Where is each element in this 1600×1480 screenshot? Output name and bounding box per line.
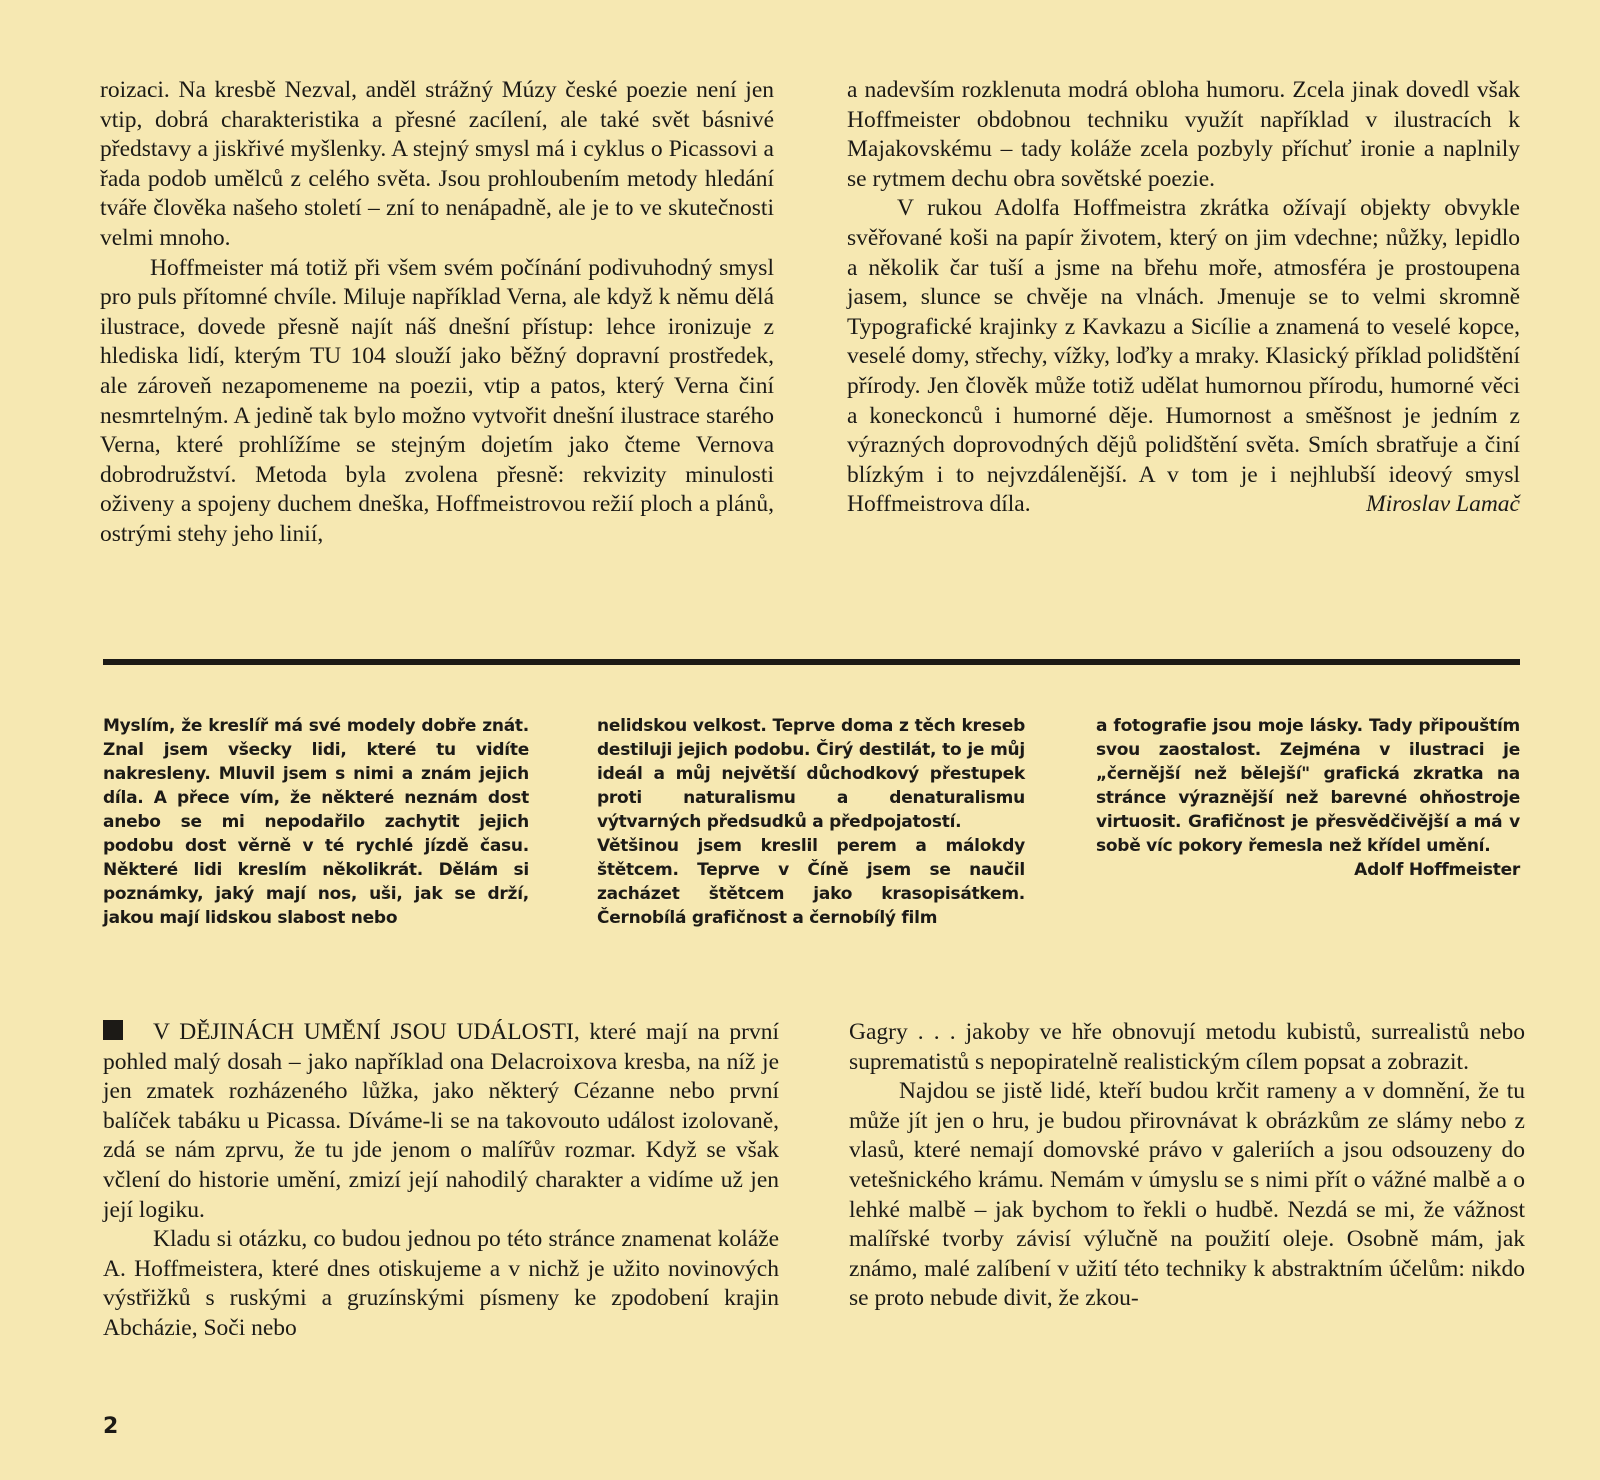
quote-text: Většinou jsem kreslil perem a málokdy štětcem. Teprve v Číně jsem se naučil zacházet štětcem jako krasopisátkem. Černobílá grafičnost a černobílý film	[597, 836, 1025, 928]
paragraph: Kladu si otázku, co budou jednou po této stránce znamenat koláže A. Hoffmeistera, které dnes otiskujeme a v nichž je užito novinových výstřižků s ruskými a gruzínskými písmeny ke zpodobení krajin Abcházie, Soči nebo	[103, 1226, 779, 1341]
paragraph: V rukou Adolfa Hoffmeistra zkrátka ožívají objekty obvykle svěřované koši na papír životem, který on jim vdechne; nůžky, lepidlo a několik čar tuší a jsme na břehu moře, atmosféra je prostoupena jasem, slunce se chvěje na vlnách. Jmenuje se to velmi skromně Typografické krajinky z Kavkazu a Sicílie a znamená to veselé kopce, veselé domy, střechy, vížky, loďky a mraky. Klasický příklad polidštění přírody. Jen člověk může totiž udělat humornou přírodu, humorné věci a koneckonců i humorné děje. Humornost a směšnost je jedním z výrazných doprovodných dějů polidštění světa. Smích sbratřuje a činí blízkým i to nejvzdálenější. A v tom je i nejhlubší ideový smysl Hoffmeistrova díla.	[847, 195, 1520, 518]
paragraph: Hoffmeister má totiž při všem svém počínání podivuhodný smysl pro puls přítomné chvíle. Miluje například Verna, ale když k němu dělá ilustrace, dovede přesně najít náš dnešní přístup: lehce ironizuje z hlediska lidí, kterým TU 104 slouží jako běžný dopravní prostředek, ale zároveň nezapomeneme na poezii, vtip a patos, který Verna činí nesmrtelným. A jedině tak bylo možno vytvořit dnešní ilustrace starého Verna, které prohlížíme se stejným dojetím jako čteme Vernova dobrodružství. Metoda byla zvolena přesně: rekvizity minulosti oživeny a spojeny duchem dneška, Hoffmeistrovou režií ploch a plánů, ostrými stehy jeho linií,	[100, 254, 774, 547]
paragraph: a nadevším rozklenuta modrá obloha humoru. Zcela jinak dovedl však Hoffmeister obdobnou techniku využít například v ilustracích k Majakovskému – tady koláže zcela pozbyly příchuť ironie a naplnily se rytmem dechu obra sovětské poezie.	[847, 77, 1520, 192]
bottom-left-column	[103, 1018, 779, 1344]
page-number: 2	[103, 1414, 119, 1439]
paragraph: Gagry . . . jakoby ve hře obnovují metodu kubistů, surrealistů nebo suprematistů s nepopiratelně realistickým cílem popsat a zobrazit.	[849, 1019, 1525, 1075]
quote-text: nelidskou velkost. Teprve doma z těch kreseb destiluji jejich podobu. Čirý destilát, to je můj ideál a můj největší důchodkový přestupek proti naturalismu a denaturalismu výtvarných předsudků a předpojatostí.	[597, 716, 1025, 832]
quote-column-3	[1096, 714, 1520, 882]
quote-column-1	[103, 714, 529, 930]
lead-rest: které mají na první pohled malý dosah – jako například ona Delacroixova kresba, na níž je jen zmatek rozházeného lůžka, jako některý Cézanne nebo první balíček tabáku u Picassa. Díváme-li se na takovouto událost izolovaně, zdá se nám zprvu, že tu jde jenom o malířův rozmar. Když se však včlení do historie umění, zmizí její nahodilý charakter a vidíme už jen její logiku.	[103, 1019, 779, 1223]
section-marker-square-icon	[103, 1020, 123, 1040]
bottom-right-column	[849, 1018, 1525, 1314]
quote-column-2	[597, 714, 1025, 930]
author-signature: Miroslav Lamač	[1366, 491, 1520, 518]
top-left-column	[100, 76, 774, 550]
quote-signature: Adolf Hoffmeister	[1354, 860, 1520, 880]
quote-text: a fotografie jsou moje lásky. Tady připouštím svou zaostalost. Zejména v ilustraci je „černější než bělejší" grafická zkratka na stránce výraznější než barevné ohňostroje virtuosit. Grafičnost je přesvědčivější a má v sobě víc pokory řemesla než křídel umění.	[1096, 716, 1520, 856]
paragraph: Najdou se jistě lidé, kteří budou krčit rameny a v domnění, že tu může jít jen o hru, je budou přirovnávat k obrázkům ze slámy nebo z vlasů, které nemají domovské právo v galeriích a jsou odsouzeny do vetešnického krámu. Nemám v úmyslu se s nimi přít o vážné malbě a o lehké malbě – jak bychom to řekli o hudbě. Nezdá se mi, že vážnost malířské tvorby závisí výlučně na použití oleje. Osobně mám, jak známo, malé zalíbení v užití této techniky k abstraktním účelům: nikdo se proto nebude divit, že zkou-	[849, 1078, 1525, 1312]
section-divider	[103, 659, 1520, 665]
lead-caps: V DĚJINÁCH UMĚNÍ JSOU UDÁLOSTI,	[153, 1019, 580, 1045]
top-right-column	[847, 76, 1520, 520]
lead-paragraph	[103, 1018, 779, 1225]
quote-text: Myslím, že kreslíř má své modely dobře znát. Znal jsem všecky lidi, které tu vidíte nakresleny. Mluvil jsem s nimi a znám jejich díla. A přece vím, že některé neznám dost anebo se mi nepodařilo zachytit jejich podobu dost věrně v té rychlé jízdě času. Některé lidi kreslím několikrát. Dělám si poznámky, jaký mají nos, uši, jak se drží, jakou mají lidskou slabost nebo	[103, 716, 529, 928]
paragraph: roizaci. Na kresbě Nezval, anděl strážný Múzy české poezie není jen vtip, dobrá charakteristika a přesné zacílení, ale také svět básnivé představy a jiskřivé myšlenky. A stejný smysl má i cyklus o Picassovi a řada podob umělců z celého světa. Jsou prohloubením metody hledání tváře člověka našeho století – zní to nenápadně, ale je to ve skutečnosti velmi mnoho.	[100, 77, 774, 251]
